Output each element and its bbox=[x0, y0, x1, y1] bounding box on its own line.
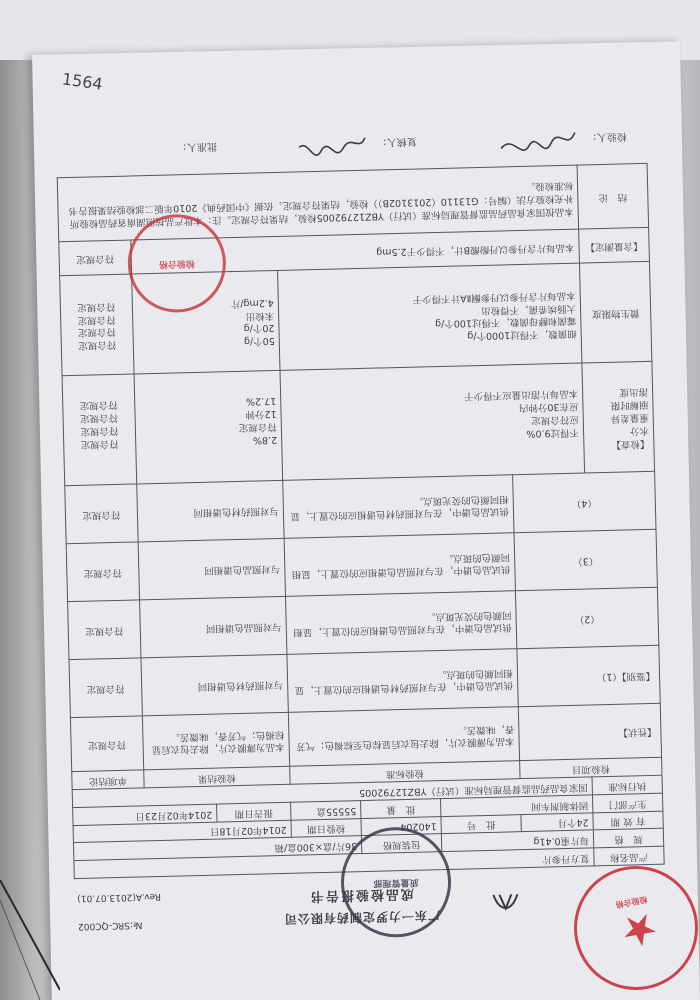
row-standard: 本品为薄膜衣片，除去包衣后显棕色至棕褐色；气芳香，味微苦。 bbox=[288, 707, 519, 767]
micro-results: 50个/g 20个/g 未检出 4.2mg/片 bbox=[132, 271, 280, 375]
batch-value: 140204 bbox=[361, 816, 441, 836]
star-icon bbox=[575, 866, 700, 996]
row-item: 【鉴别】（1） bbox=[517, 645, 660, 706]
report-date-label: 报告日期 bbox=[217, 802, 291, 822]
doc-number: №:SRC-QC002 bbox=[77, 919, 143, 932]
handwritten-number: 1564 bbox=[60, 69, 104, 94]
inspect-date-value: 2014年02月18日 bbox=[73, 820, 291, 843]
head-result: 检验结果 bbox=[144, 766, 290, 787]
row-item: （2） bbox=[515, 587, 658, 648]
row-standard: 供试品色谱中，在与对照品色谱相应的位置上，显相同颜色的荧光斑点。 bbox=[286, 591, 517, 655]
remark-text: 本品按国家食品药品监督管理局标准（试行）YBZ12792005检验，结果符合规定。注：本批产品按照湖南省药品检验所补充检验方法（编号：G13110（2013102B））检验，结果符合规定。依据《中国药典》2010年版二部检验结果报告书标准检验。 bbox=[57, 165, 578, 242]
approver-label: 批准人： bbox=[176, 140, 218, 153]
batch-label: 批 号 bbox=[441, 814, 521, 834]
row-conclusion: 符合规定 bbox=[69, 658, 142, 718]
reviewer-label: 复核人： bbox=[376, 135, 418, 148]
assay-conclusion: 符合规定 bbox=[59, 240, 132, 276]
row-conclusion: 符合规定 bbox=[65, 484, 138, 544]
micro-label: 微生物限度 bbox=[579, 261, 651, 363]
company-stamp: 质量管理部 bbox=[340, 826, 453, 939]
check-label: 【检查】 水分 重量差异 崩解时限 溶出度 bbox=[582, 361, 655, 473]
company-name: 广东一力罗定制药有限公司 bbox=[283, 908, 441, 926]
row-result: 与对照品色谱相同 bbox=[138, 538, 285, 600]
binder-edge bbox=[0, 880, 60, 1000]
row-item: （3） bbox=[514, 529, 657, 590]
row-conclusion: 符合规定 bbox=[68, 600, 141, 660]
assay-standard: 本品每片含丹参以丹酚酸B计，不得少于2.5mg bbox=[131, 229, 580, 274]
conclusion-label: 结 论 bbox=[577, 164, 649, 230]
validity-label: 有 效 期 bbox=[593, 811, 663, 831]
inspect-date-label: 检验日期 bbox=[291, 818, 361, 838]
batch-size-value: 55555盒 bbox=[291, 800, 361, 820]
row-result: 与对照药材色谱相同 bbox=[141, 654, 288, 716]
check-standards: 不得过9.0% 应符合规定 应在30分钟内 本品每片溶出量应不得少于 bbox=[280, 363, 585, 480]
product-name-label: 产品名称 bbox=[594, 846, 664, 866]
spec-label: 规 格 bbox=[593, 829, 663, 849]
check-row bbox=[62, 361, 655, 485]
red-stamp-mid: 检验合格 bbox=[127, 213, 227, 313]
row-result: 本品为薄膜衣片，除去包衣后显棕褐色；气芳香，味微苦。 bbox=[142, 712, 289, 770]
report-date-value: 2014年02月23日 bbox=[73, 804, 217, 825]
pack-label: 包装规格 bbox=[361, 834, 441, 854]
standard-label: 执行标准 bbox=[592, 775, 662, 795]
row-result: 与对照品色谱相同 bbox=[140, 596, 287, 658]
doc-revision: Rev.A(2013.07.01) bbox=[77, 890, 162, 904]
head-item: 检验项目 bbox=[520, 757, 662, 778]
micro-standards: 细菌数，不得过1000个/g 霉菌和酵母菌数，不得过100个/g 大肠埃希菌，不得检出 本品每片含丹参以丹参酮ⅡA计不得少于 bbox=[278, 263, 582, 370]
head-conclusion: 单项结论 bbox=[72, 770, 144, 790]
pack-value: 36片/盒×300盒/箱 bbox=[73, 836, 361, 861]
row-standard: 供试品色谱中，在与对照药材色谱相应的位置上，显相同颜色的斑点。 bbox=[287, 649, 518, 713]
signature-row bbox=[57, 121, 648, 165]
validity-value: 24个月 bbox=[521, 812, 593, 832]
row-item: （4） bbox=[513, 471, 656, 532]
spec-value: 每片重0.41g bbox=[441, 830, 593, 852]
inspector-label: 检验人： bbox=[586, 130, 627, 143]
product-name-value: 复方丹参片 bbox=[74, 848, 594, 879]
micro-conclusions: 符合规定 符合规定 符合规定 符合规定 bbox=[60, 274, 134, 376]
standard-value: 国家食品药品监督管理局标准（试行）YBZ12792005 bbox=[72, 777, 592, 808]
inspection-report bbox=[47, 71, 672, 955]
row-conclusion: 符合规定 bbox=[70, 716, 143, 772]
source-label: 生产部门 bbox=[592, 793, 662, 813]
batch-size-label: 批 量 bbox=[361, 798, 441, 818]
assay-label: 【含量测定】 bbox=[579, 227, 650, 263]
check-conclusions: 符合规定 符合规定 符合规定 符合规定 bbox=[62, 374, 137, 486]
red-star-stamp: 检验合格 bbox=[564, 856, 700, 1000]
row-item: 【性状】 bbox=[518, 703, 661, 760]
row-conclusion: 符合规定 bbox=[66, 542, 139, 602]
row-standard: 供试品色谱中，在与对照品色谱相应的位置上，显相同颜色的斑点。 bbox=[284, 533, 515, 597]
row-result: 与对照药材色谱相同 bbox=[137, 481, 284, 543]
check-results: 2.8% 符合规定 12分钟 17.2% bbox=[134, 371, 283, 485]
head-standard: 检验标准 bbox=[290, 761, 520, 784]
row-standard: 供试品色谱中，在与对照药材色谱相应的位置上，显相同颜色的荧光斑点。 bbox=[283, 475, 514, 539]
report-title: 成品检验报告书 bbox=[308, 885, 415, 904]
reviewer-signature bbox=[297, 130, 368, 158]
source-value: 固体制剂车间 bbox=[440, 795, 592, 817]
inspector-signature bbox=[497, 125, 578, 155]
company-logo-icon bbox=[489, 886, 522, 919]
